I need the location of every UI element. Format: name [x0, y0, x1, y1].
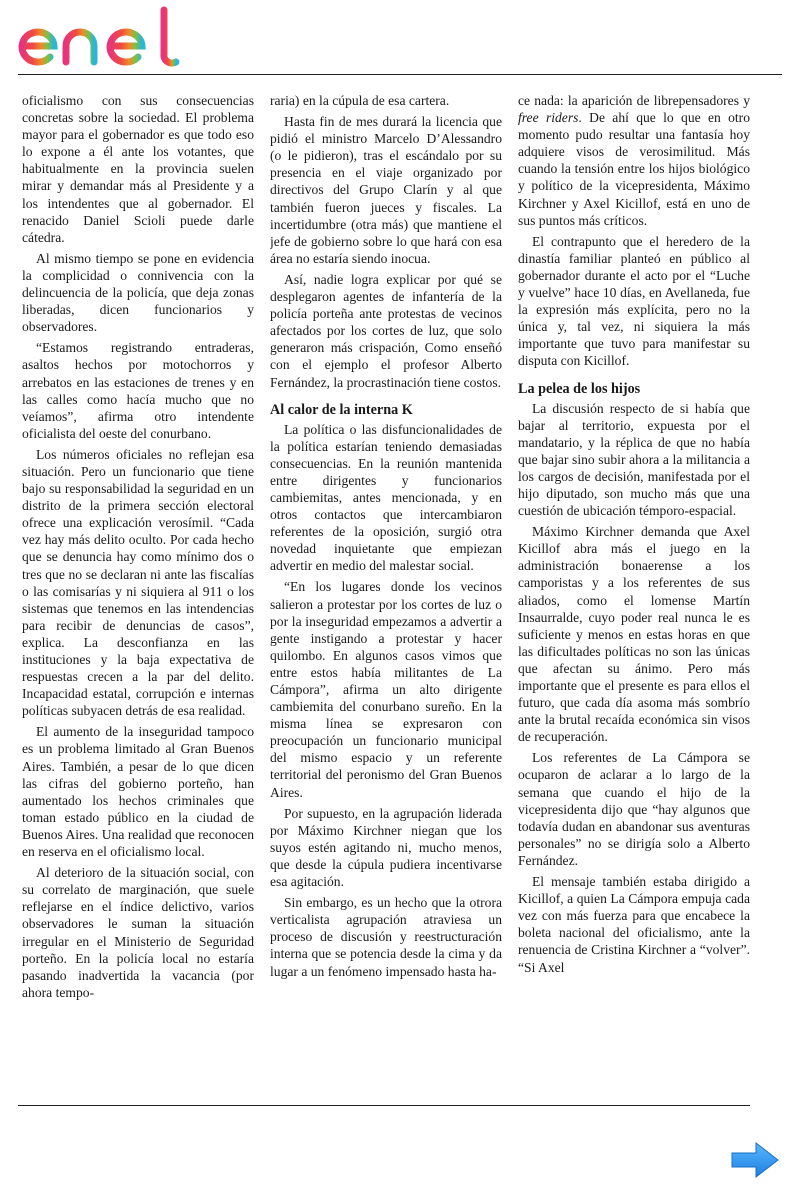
emphasis: free riders [518, 110, 579, 126]
paragraph: Por supuesto, en la agrupación liderada por Máximo Kirchner niegan que los suyos estén agitando ni, mucho menos, que desde la cúpula pudiera incentivarse esa agitación. [270, 805, 502, 890]
paragraph [518, 92, 750, 229]
paragraph: El aumento de la inseguridad tampoco es un problema limitado al Gran Buenos Aires. También, a pesar de lo que dicen las cifras del gobierno porteño, han aumentado los hechos criminales que toman estado público en la ciudad de Buenos Aires. Una realidad que reconocen en reserva en el oficialismo local. [22, 724, 254, 860]
paragraph: “Estamos registrando entraderas, asaltos hechos por motochorros y arrebatos en las estaciones de trenes y en las calles como hacía mucho que no veíamos”, afirma otro intendente oficialista del oeste del conurbano. [22, 340, 254, 441]
top-rule [18, 74, 782, 75]
paragraph: Al mismo tiempo se pone en evidencia la complicidad o connivencia con la delincuencia de la policía, que deja zonas liberadas, dicen funcionarios y observadores. [22, 250, 254, 335]
paragraph: “En los lugares donde los vecinos salieron a protestar por los cortes de luz o por la inseguridad empezamos a advertir a gente instigando a protestar y hacer quilombo. En algunos casos vimos que entre estos había militantes de La Cámpora”, afirma un alto dirigente cambiemita del conurbano sureño. En la misma línea se expresaron con preocupación un funcionario municipal del mismo espacio y un referente territorial del peronismo del Gran Buenos Aires. [270, 579, 502, 800]
arrow-right-icon[interactable] [730, 1140, 780, 1180]
bottom-rule [18, 1105, 750, 1106]
article-column-1 [22, 92, 254, 1082]
text-run: ce nada: la aparición de librepensadores y [518, 93, 750, 108]
paragraph: La política o las disfuncionalidades de la política estarían teniendo demasiadas consecuencias. En la reunión mantenida entre dirigentes y funcionarios cambiemitas, antes mencionada, y en otros contactos que intercambiaron referentes de la oposición, surgió otra novedad inquietante que empiezan advertir en medio del malestar social. [270, 421, 502, 574]
section-heading: La pelea de los hijos [518, 380, 641, 397]
article-column-2 [270, 92, 502, 1082]
paragraph: oficialismo con sus consecuencias concretas sobre la sociedad. El problema mayor para el gobernador es que todo eso lo expone a él ante los votantes, que habitualmente en la provincia suelen mirar y demandar más al Presidente y a los intendentes que al gobernador. El renacido Daniel Scioli puede darle cátedra. [22, 93, 254, 245]
paragraph: El contrapunto que el heredero de la dinastía familiar planteó en público al gobernador durante el acto por el “Luche y vuelve” hace 10 días, en Avellaneda, fue la expresión más explícita, pero no la única y, tal vez, ni siquiera la más importante que tuvo para manifestar su disputa con Kicillof. [518, 233, 750, 369]
text-run: . De ahí que lo que en otro momento pudo resultar una fantasía hoy adquiere visos de verosimilitud. Más cuando la tensión entre los hijos biológico y político de la vicepresidenta, Máximo Kirchner y Axel Kicillof, está en uno de sus puntos más críticos. [518, 110, 750, 228]
section-heading: Al calor de la interna K [270, 401, 413, 418]
paragraph: Al deterioro de la situación social, con su correlato de marginación, que suele reflejarse en el índice delictivo, varios observadores le suman la situación irregular en el Ministerio de Seguridad porteño. En la policía local no estaría pasando inadvertida la vacancia (por ahora tempo- [22, 865, 254, 1000]
article-column-3 [518, 92, 750, 1082]
paragraph: Los números oficiales no reflejan esa situación. Pero un funcionario que tiene bajo su responsabilidad la seguridad en un distrito de la primera sección electoral ofrece una explicación verosímil. “Cada vez hay más delito oculto. Por cada hecho que se denuncia hay como mínimo dos o tres que no se declaran ni ante las fiscalías o las comisarías y ni siquiera al 911 o los sistemas que tenemos en las intendencias para recibir de denuncias de casos”, explica. La desconfianza en las instituciones y la baja expectativa de respuestas crecen a la par del delito. Incapacidad estatal, corrupción e internas políticas subyacen detrás de esa realidad. [22, 446, 254, 719]
paragraph: El mensaje también estaba dirigido a Kicillof, a quien La Cámpora empuja cada vez con más fuerza para que encabece la boleta nacional del oficialismo, ante la renuencia de Cristina Kirchner a “volver”. “Si Axel [518, 874, 750, 975]
paragraph: raria) en la cúpula de esa cartera. [270, 93, 450, 108]
page-header [0, 0, 800, 76]
enel-logo [14, 2, 184, 68]
article-columns [22, 92, 752, 1092]
paragraph: La discusión respecto de si había que bajar al territorio, expuesta por el mandatario, y la réplica de que no había que bajar sino subir ahora a la militancia a los cargos de decisión, manifestada por el hijo diputado, son mucho más que una cuestión de ubicación témporo-espacial. [518, 400, 750, 519]
paragraph: Hasta fin de mes durará la licencia que pidió el ministro Marcelo D’Alessandro (o le pidieron), tras el escándalo por su presencia en el viaje organizado por directivos del Grupo Clarín y al que también fueron jueces y fiscales. La incertidumbre (otra más) que mantiene el jefe de gobierno sobre lo que hará con esa área no estaría siendo inocua. [270, 114, 502, 266]
paragraph: Así, nadie logra explicar por qué se desplegaron agentes de infantería de la policía porteña ante protestas de vecinos afectados por los cortes de luz, que solo generaron más crispación, Como enseñó con el ejemplo el profesor Alberto Fernández, la procrastinación tiene costos. [270, 271, 502, 390]
paragraph: Sin embargo, es un hecho que la otrora verticalista agrupación atraviesa un proceso de discusión y reestructuración interna que se potencia desde la cima y da lugar a un fenómeno impensado hasta ha- [270, 895, 502, 979]
paragraph: Máximo Kirchner demanda que Axel Kicillof abra más el juego en la administración bonaerense a los camporistas y a los referentes de sus aliados, como el lomense Martín Insaurralde, cuyo poder real nunca le es suficiente y menos en estas horas en que las dificultades políticas no son las únicas que afectan su ánimo. Pero más importante que el presente es para ellos el futuro, que cada día asoma más sombrío ante la brutal recaída económica sin visos de recuperación. [518, 524, 750, 745]
paragraph: Los referentes de La Cámpora se ocuparon de aclarar a lo largo de la semana que cuando el hijo de la vicepresidenta dijo que “hay algunos que todavía dudan en abandonar sus aventuras personales” no se dirigía solo a Alberto Fernández. [518, 750, 750, 868]
